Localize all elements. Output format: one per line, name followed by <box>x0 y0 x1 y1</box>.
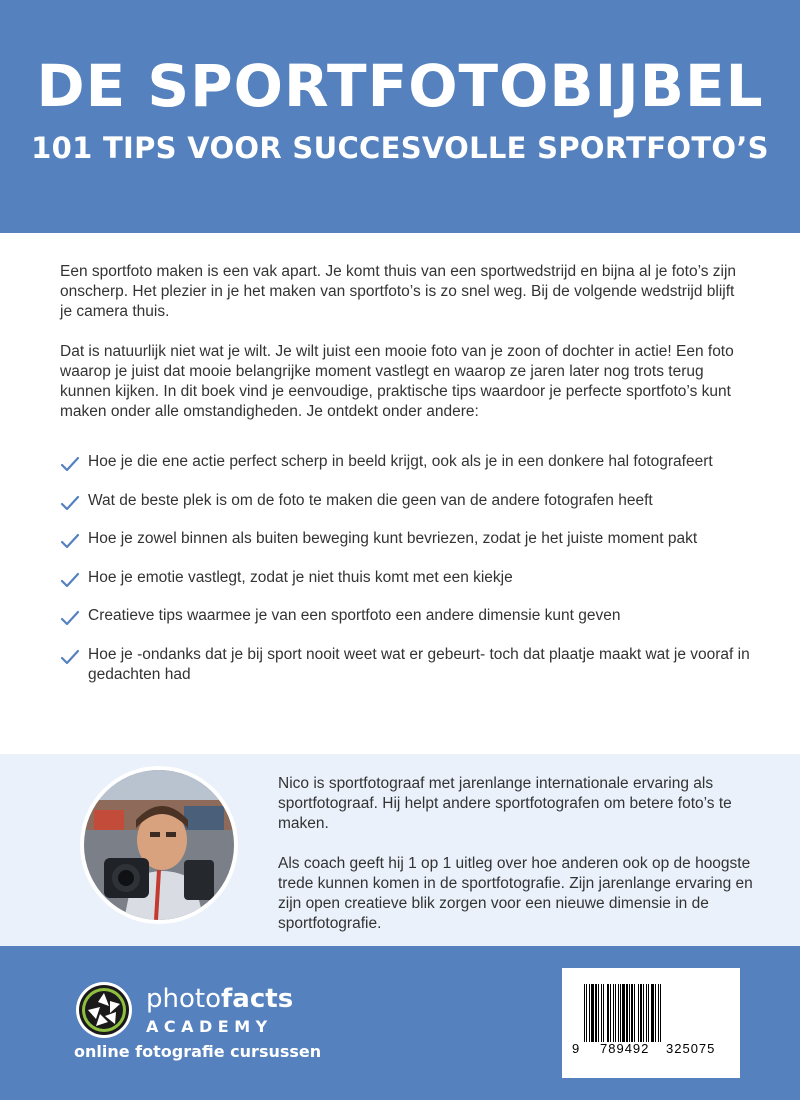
barcode-group-right: 325075 <box>666 1041 716 1056</box>
brand-name <box>146 984 293 1014</box>
book-subtitle: 101 TIPS VOOR SUCCESVOLLE SPORTFOTO’S <box>31 131 769 165</box>
intro-text <box>60 262 750 442</box>
barcode-bar <box>584 984 585 1042</box>
barcode-bar <box>634 984 635 1042</box>
barcode-bar <box>646 984 647 1042</box>
author-bio <box>278 774 778 954</box>
author-portrait-image <box>84 770 234 920</box>
barcode-bar <box>586 984 587 1042</box>
barcode-bar <box>589 984 590 1042</box>
checkmark-icon <box>60 648 80 666</box>
brand-tagline: online fotografie cursussen <box>74 1042 322 1061</box>
list-item-text: Hoe je emotie vastlegt, zodat je niet thuis komt met een kiekje <box>88 568 513 586</box>
barcode-group-left: 789492 <box>600 1041 650 1056</box>
barcode-bar <box>595 984 597 1042</box>
list-item <box>60 452 760 472</box>
barcode-bar <box>640 984 642 1042</box>
barcode-bar <box>631 984 633 1042</box>
aperture-logo-icon <box>74 980 134 1040</box>
barcode-bar <box>651 984 654 1042</box>
barcode-bar <box>626 984 628 1042</box>
checkmark-icon <box>60 571 80 589</box>
brand-name-light: photo <box>146 984 221 1014</box>
barcode-digit-first: 9 <box>572 1041 580 1056</box>
author-photo <box>80 766 238 924</box>
list-item <box>60 491 760 511</box>
barcode-bar <box>643 984 644 1042</box>
list-item <box>60 606 760 626</box>
barcode-bars <box>584 984 718 1042</box>
author-paragraph-2: Als coach geeft hij 1 op 1 uitleg over hoe anderen ook op de hoogste trede kunnen komen in de sportfotografie. Zijn jarenlange ervaring en zijn open creatieve blik zorgen voor een nieuwe dimensie in de sportfotografie. <box>278 855 753 932</box>
barcode-bar <box>629 984 630 1042</box>
barcode-bar <box>613 984 614 1042</box>
brand-name-bold: facts <box>221 984 294 1014</box>
barcode-bar <box>622 984 625 1042</box>
list-item-text: Hoe je die ene actie perfect scherp in beeld krijgt, ook als je in een donkere hal fotografeert <box>88 453 713 470</box>
brand-subtitle: ACADEMY <box>146 1017 273 1036</box>
barcode-bar <box>601 984 602 1042</box>
list-item <box>60 645 760 685</box>
barcode-bar <box>660 984 661 1042</box>
barcode-bar <box>655 984 656 1042</box>
author-section <box>0 754 800 946</box>
barcode-bar <box>607 984 609 1042</box>
author-paragraph-1: Nico is sportfotograaf met jarenlange internationale ervaring als sportfotograaf. Hij helpt andere sportfotografen om betere foto’s te maken. <box>278 775 732 832</box>
barcode-bar <box>648 984 649 1042</box>
intro-paragraph-1: Een sportfoto maken is een vak apart. Je komt thuis van een sportwedstrijd en bijna al je foto’s zijn onscherp. Het plezier in je het maken van sportfoto’s is zo snel weg. Bij de volgende wedstrijd blijft je camera thuis. <box>60 263 737 320</box>
intro-paragraph-2: Dat is natuurlijk niet wat je wilt. Je wilt juist een mooie foto van je zoon of dochter in actie! Een foto waarop je juist dat mooie belangrijke moment vastlegt en waarop ze jaren later nog trots terug kunnen kijken. In dit boek vind je eenvoudige, praktische tips waardoor je perfecte sportfoto’s kunt maken onder alle omstandigheden. Je ontdekt onder andere: <box>60 343 734 420</box>
list-item-text: Hoe je zowel binnen als buiten beweging kunt bevriezen, zodat je het juiste moment pakt <box>88 530 698 547</box>
barcode-bar <box>615 984 616 1042</box>
list-item-text: Hoe je -ondanks dat je bij sport nooit weet wat er gebeurt- toch dat plaatje maakt wat je vooraf in gedachten had <box>88 645 750 683</box>
book-title: DE SPORTFOTOBIJBEL <box>36 52 764 120</box>
barcode-bar <box>591 984 594 1042</box>
list-item-text: Creatieve tips waarmee je van een sportfoto een andere dimensie kunt geven <box>88 607 621 624</box>
barcode-bar <box>618 984 619 1042</box>
barcode-bar <box>638 984 639 1042</box>
cover-header <box>0 0 800 233</box>
barcode-bar <box>658 984 659 1042</box>
barcode-bar <box>610 984 611 1042</box>
barcode-bar <box>603 984 604 1042</box>
list-item-text: Wat de beste plek is om de foto te maken die geen van de andere fotografen heeft <box>88 491 653 509</box>
checkmark-icon <box>60 609 80 627</box>
barcode-bar <box>620 984 621 1042</box>
isbn-barcode <box>562 968 740 1078</box>
barcode-bar <box>598 984 599 1042</box>
list-item <box>60 568 760 588</box>
checkmark-icon <box>60 532 80 550</box>
list-item <box>60 529 760 549</box>
checkmark-icon <box>60 494 80 512</box>
checkmark-icon <box>60 455 80 473</box>
benefits-list <box>60 452 760 703</box>
cover-footer <box>0 946 800 1100</box>
